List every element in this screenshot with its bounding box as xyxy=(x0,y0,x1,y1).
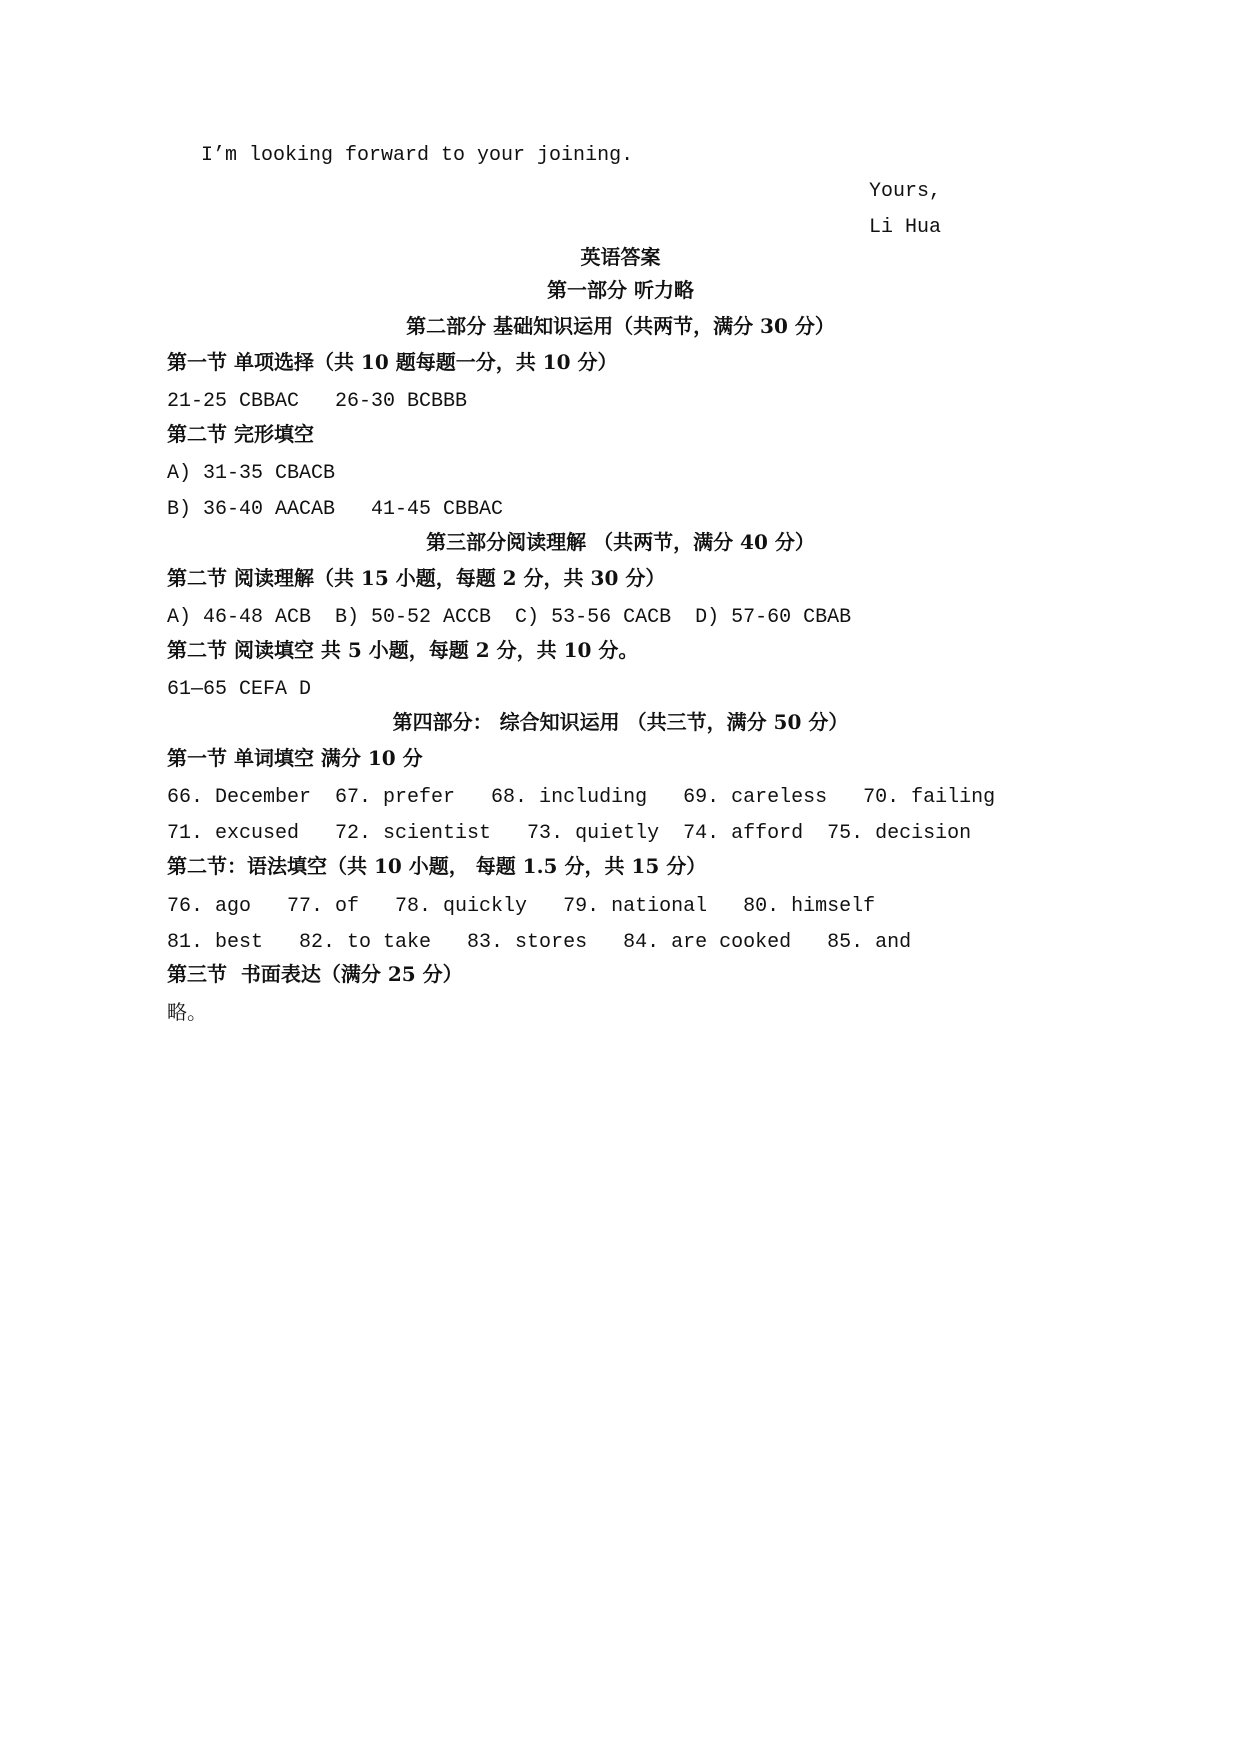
letter-sign-off: Yours, xyxy=(868,180,941,203)
part4-section1-answers-2: 71. excused 72. scientist 73. quietly 74. afford 75. decision xyxy=(167,822,972,845)
letter-signature: Li Hua xyxy=(868,216,941,239)
part3-section1-heading: 第二节 阅读理解（共 15 小题，每题 2 分，共 30 分） xyxy=(167,566,666,590)
part2-section2-answers-a: A) 31-35 CBACB xyxy=(167,462,336,485)
part4-section1-answers-1: 66. December 67. prefer 68. including 69. careless 70. failing xyxy=(167,786,996,809)
part4-section2-answers-1: 76. ago 77. of 78. quickly 79. national 80. himself xyxy=(167,895,876,918)
part3-section2-heading: 第二节 阅读填空 共 5 小题，每题 2 分，共 10 分。 xyxy=(167,638,639,662)
part2-section2-answers-b: B) 36-40 AACAB 41-45 CBBAC xyxy=(167,498,504,521)
part4-heading: 第四部分： 综合知识运用 （共三节，满分 50 分） xyxy=(392,710,849,734)
part3-section2-answers: 61—65 CEFA D xyxy=(167,678,312,701)
part2-section1-answers: 21-25 CBBAC 26-30 BCBBB xyxy=(167,390,468,413)
part2-section2-heading: 第二节 完形填空 xyxy=(167,422,314,446)
part4-section1-heading: 第一节 单词填空 满分 10 分 xyxy=(167,746,423,770)
part4-section2-answers-2: 81. best 82. to take 83. stores 84. are cooked 85. and xyxy=(167,931,912,954)
letter-closing-line: I’m looking forward to your joining. xyxy=(201,144,634,167)
part4-section2-heading: 第二节：语法填空（共 10 小题， 每题 1.5 分，共 15 分） xyxy=(167,854,707,878)
part3-heading: 第三部分阅读理解 （共两节，满分 40 分） xyxy=(426,530,815,554)
part2-heading: 第二部分 基础知识运用（共两节，满分 30 分） xyxy=(406,314,835,338)
part4-section3-heading: 第三节 书面表达（满分 25 分） xyxy=(167,962,463,986)
answers-title: 英语答案 xyxy=(580,245,661,269)
part2-section1-heading: 第一节 单项选择（共 10 题每题一分，共 10 分） xyxy=(167,350,618,374)
part3-section1-answers: A) 46-48 ACB B) 50-52 ACCB C) 53-56 CACB D) 57-60 CBAB xyxy=(167,606,852,629)
part1-heading: 第一部分 听力略 xyxy=(547,278,694,302)
part4-section3-body: 略。 xyxy=(167,1000,207,1024)
